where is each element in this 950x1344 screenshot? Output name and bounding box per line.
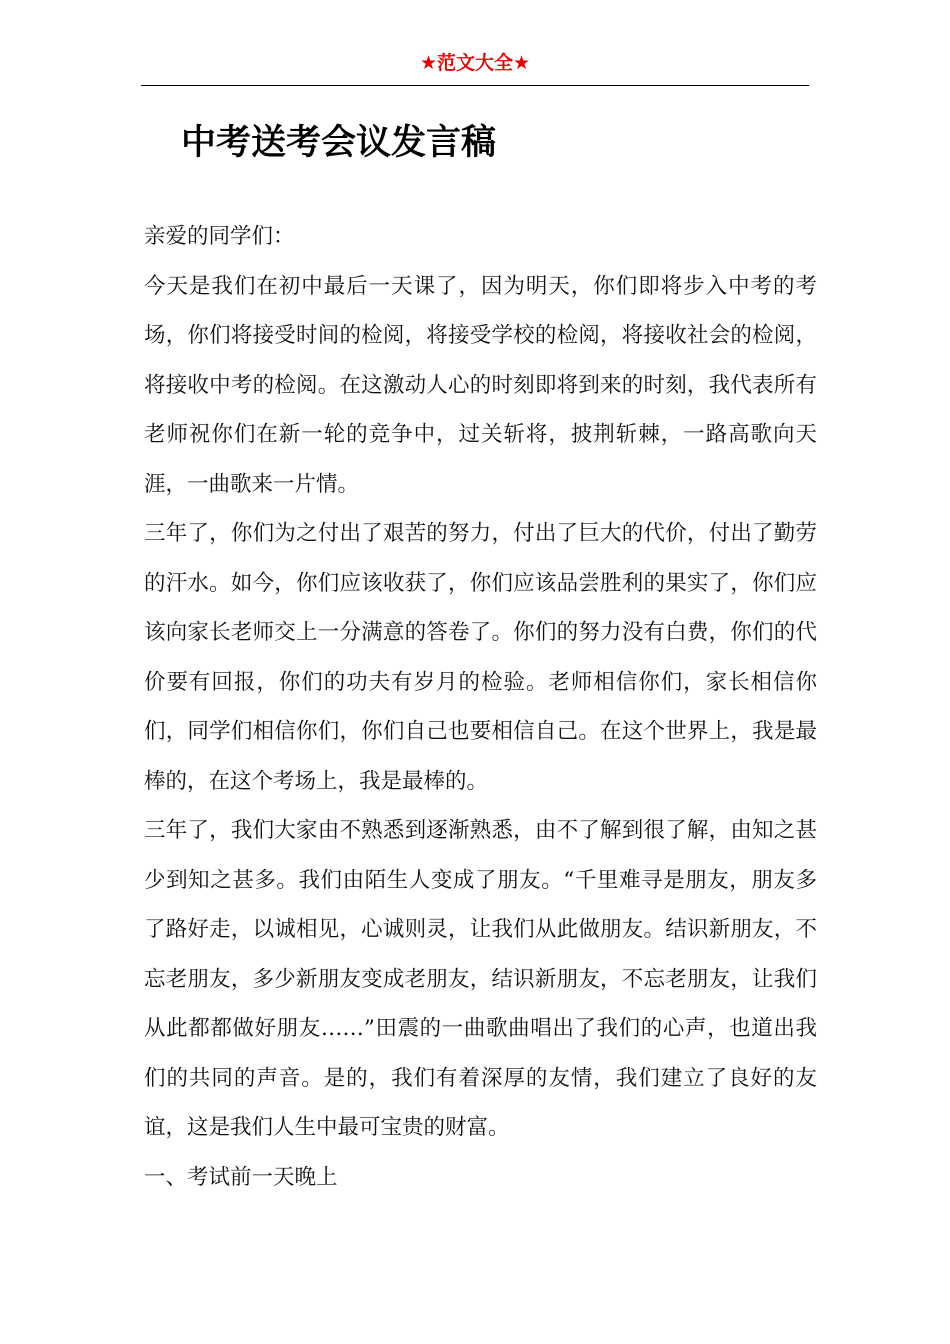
- body-paragraph: 今天是我们在初中最后一天课了，因为明天，你们即将步入中考的考场，你们将接受时间的检阅，将接受学校的检阅，将接收社会的检阅，将接收中考的检阅。在这激动人心的时刻即将到来的时刻，我代表所有老师祝你们在新一轮的竞争中，过关斩将，披荆斩棘，一路高歌向天涯，一曲歌来一片情。: [144, 273, 817, 497]
- body-paragraph: 三年了，我们大家由不熟悉到逐渐熟悉，由不了解到很了解，由知之甚少到知之甚多。我们由陌生人变成了朋友。“千里难寻是朋友，朋友多了路好走，以诚相见，心诚则灵，让我们从此做朋友。结识新朋友，不忘老朋友，多少新朋友变成老朋友，结识新朋友，不忘老朋友，让我们从此都都做好朋友……”田震的一曲歌曲唱出了我们的心声，也道出我们的共同的声音。是的，我们有着深厚的友情，我们建立了良好的友谊，这是我们人生中最可宝贵的财富。: [144, 818, 817, 1140]
- section-heading: 一、考试前一天晚上: [144, 1164, 338, 1190]
- salutation-paragraph: 亲爱的同学们：: [144, 224, 295, 249]
- document-title: 中考送考会议发言稿: [181, 122, 497, 163]
- header-brand: ★范文大全★: [419, 52, 531, 74]
- header-divider: [141, 85, 809, 86]
- document-body: [144, 212, 817, 1202]
- body-paragraph: 三年了，你们为之付出了艰苦的努力，付出了巨大的代价，付出了勤劳的汗水。如今，你们应该收获了，你们应该品尝胜利的果实了，你们应该向家长老师交上一分满意的答卷了。你们的努力没有白费，你们的代价要有回报，你们的功夫有岁月的检验。老师相信你们，家长相信你们，同学们相信你们，你们自己也要相信自己。在这个世界上，我是最棒的，在这个考场上，我是最棒的。: [144, 521, 817, 794]
